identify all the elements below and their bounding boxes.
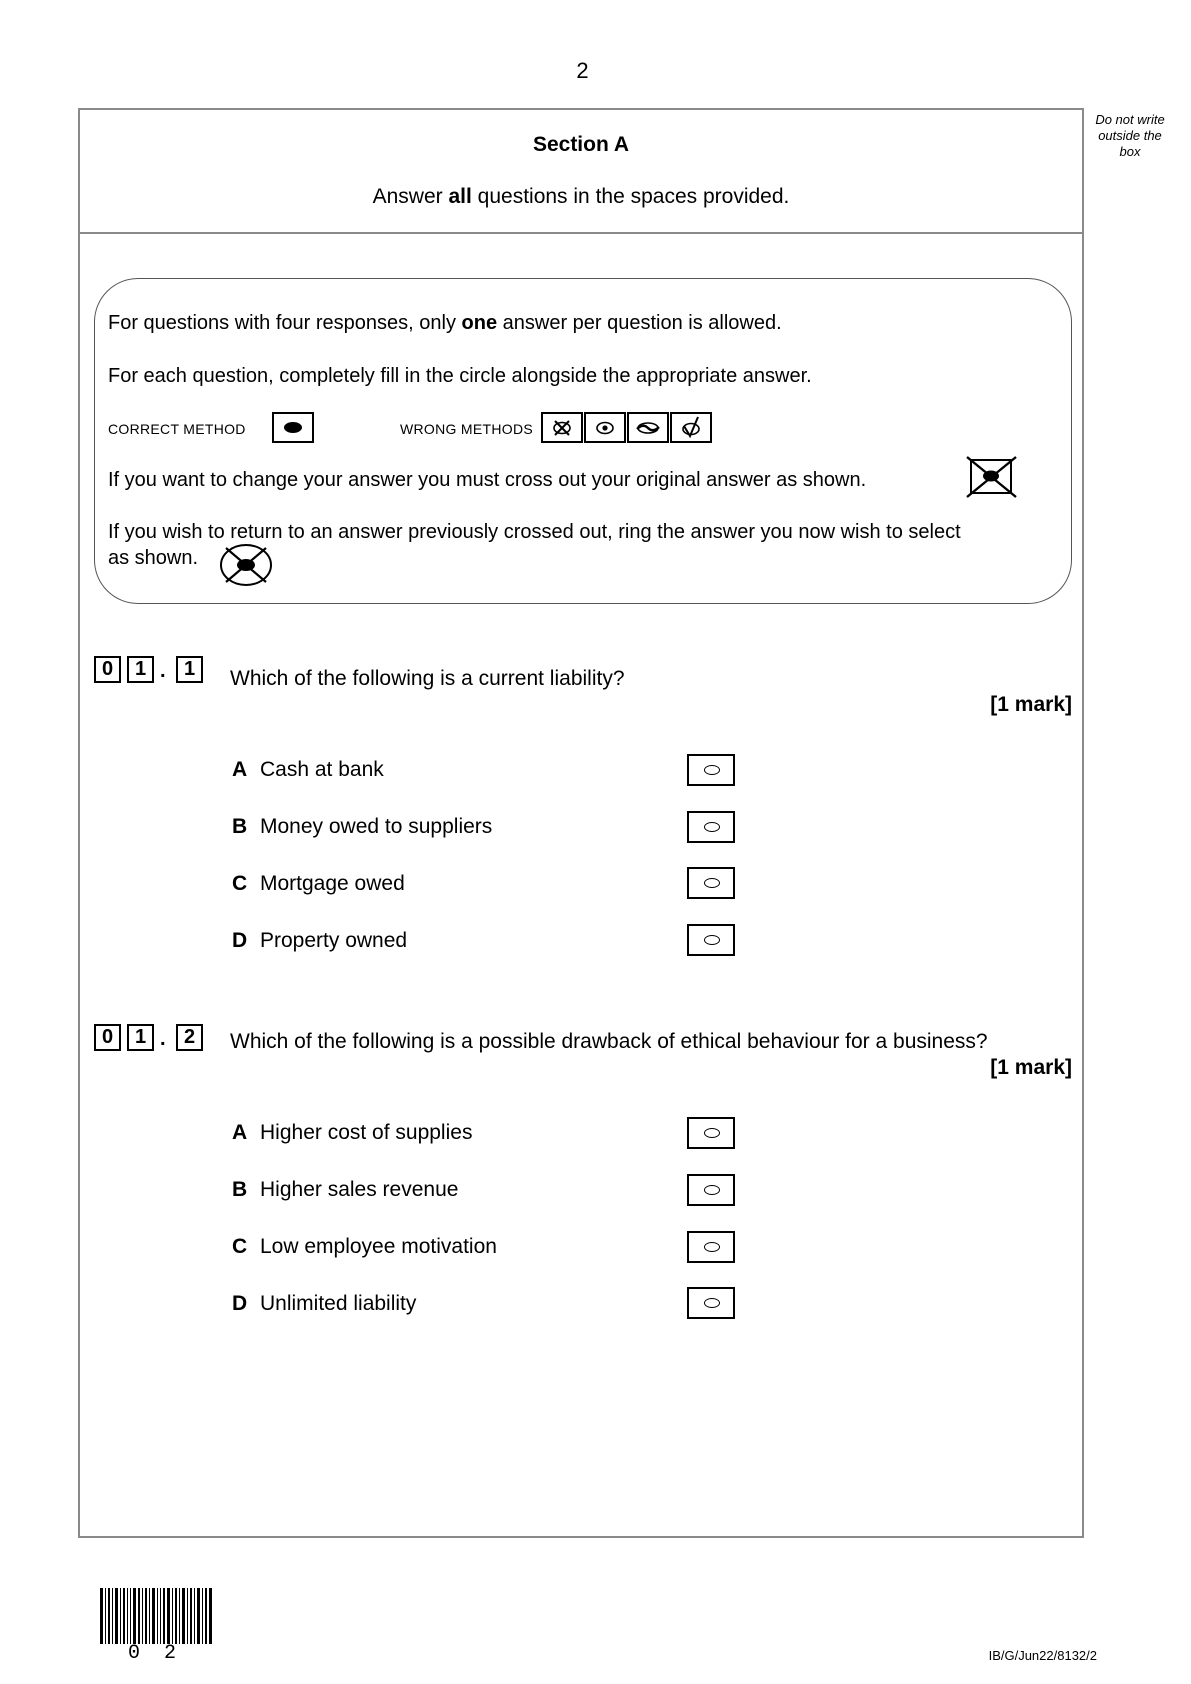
ticked-oval-icon bbox=[672, 414, 710, 441]
question-number-digit: 1 bbox=[127, 1024, 154, 1051]
barcode-number: 0 2 bbox=[128, 1642, 183, 1665]
ringed-answer-example bbox=[218, 542, 274, 593]
barcode-graphic bbox=[100, 1588, 212, 1644]
section-title: Section A bbox=[532, 133, 630, 156]
paper-reference-code: IB/G/Jun22/8132/2 bbox=[988, 1648, 1097, 1663]
wrong-method-scribbled-oval bbox=[627, 412, 669, 443]
option-text: Cash at bank bbox=[260, 758, 384, 781]
answer-bubble-a[interactable] bbox=[687, 1117, 735, 1149]
margin-note-line: box bbox=[1119, 144, 1141, 159]
option-letter: C bbox=[232, 1235, 248, 1258]
option-text: Low employee motivation bbox=[260, 1235, 497, 1258]
filled-oval-icon bbox=[274, 414, 312, 441]
option-letter: D bbox=[232, 929, 248, 952]
question-number-digit: 2 bbox=[176, 1024, 203, 1051]
section-instruction bbox=[78, 185, 1084, 209]
wrong-methods-label: WRONG METHODS bbox=[400, 421, 534, 437]
instruction-text: answer per question is allowed. bbox=[497, 312, 782, 334]
option-text: Higher sales revenue bbox=[260, 1178, 459, 1201]
answer-bubble-b[interactable] bbox=[687, 1174, 735, 1206]
margin-note-line: Do not write bbox=[1095, 112, 1165, 127]
wrong-method-crossed-oval bbox=[541, 412, 583, 443]
crossed-box-icon bbox=[966, 456, 1018, 498]
question-number-digit: 0 bbox=[94, 1024, 121, 1051]
option-text: Unlimited liability bbox=[260, 1292, 417, 1315]
question-number-digit: 1 bbox=[176, 656, 203, 683]
option-text: Higher cost of supplies bbox=[260, 1121, 473, 1144]
question-marks: [1 mark] bbox=[990, 693, 1072, 716]
option-text: Money owed to suppliers bbox=[260, 815, 493, 838]
barcode bbox=[100, 1588, 212, 1644]
answer-bubble-a[interactable] bbox=[687, 754, 735, 786]
margin-note bbox=[1086, 112, 1174, 160]
wrong-method-ticked-oval bbox=[670, 412, 712, 443]
scribbled-oval-icon bbox=[629, 414, 667, 441]
option-text: Property owned bbox=[260, 929, 408, 952]
correct-method-example bbox=[272, 412, 314, 443]
instruction-line-two: For each question, completely fill in the circle alongside the appropriate answer. bbox=[108, 365, 812, 387]
section-instruction-bold: all bbox=[448, 185, 472, 208]
answer-bubble-d[interactable] bbox=[687, 1287, 735, 1319]
instruction-bold: one bbox=[461, 312, 498, 334]
page-number: 2 bbox=[576, 58, 589, 83]
answer-bubble-d[interactable] bbox=[687, 924, 735, 956]
dotted-oval-icon bbox=[586, 414, 624, 441]
ringed-crossed-icon bbox=[218, 542, 274, 588]
answer-bubble-c[interactable] bbox=[687, 867, 735, 899]
question-text: Which of the following is a current liability? bbox=[230, 667, 625, 690]
question-number-dot: . bbox=[160, 1028, 166, 1050]
instruction-text: For questions with four responses, only bbox=[108, 312, 462, 334]
section-instruction-text: questions in the spaces provided. bbox=[471, 185, 790, 208]
crossed-oval-icon bbox=[543, 414, 581, 441]
option-text: Mortgage owed bbox=[260, 872, 405, 895]
instruction-line-three: If you want to change your answer you must cross out your original answer as shown. bbox=[108, 469, 867, 491]
question-number-digit: 1 bbox=[127, 656, 154, 683]
frame-divider bbox=[78, 232, 1084, 234]
answer-bubble-b[interactable] bbox=[687, 811, 735, 843]
option-letter: B bbox=[232, 815, 248, 838]
question-number-dot: . bbox=[160, 660, 166, 682]
option-letter: C bbox=[232, 872, 248, 895]
crossed-answer-example bbox=[966, 456, 1018, 503]
option-letter: A bbox=[232, 1121, 248, 1144]
instruction-line-four: If you wish to return to an answer previously crossed out, ring the answer you now wish to select bbox=[108, 521, 961, 543]
question-marks: [1 mark] bbox=[990, 1056, 1072, 1079]
wrong-method-dotted-oval bbox=[584, 412, 626, 443]
instruction-line-one bbox=[108, 310, 782, 336]
instruction-line-five: as shown. bbox=[108, 547, 199, 569]
answer-bubble-c[interactable] bbox=[687, 1231, 735, 1263]
option-letter: A bbox=[232, 758, 248, 781]
option-letter: B bbox=[232, 1178, 248, 1201]
option-letter: D bbox=[232, 1292, 248, 1315]
question-number-digit: 0 bbox=[94, 656, 121, 683]
margin-note-line: outside the bbox=[1098, 128, 1162, 143]
correct-method-label: CORRECT METHOD bbox=[108, 421, 246, 437]
question-text: Which of the following is a possible drawback of ethical behaviour for a business? bbox=[230, 1030, 988, 1053]
section-instruction-text: Answer bbox=[372, 185, 449, 208]
